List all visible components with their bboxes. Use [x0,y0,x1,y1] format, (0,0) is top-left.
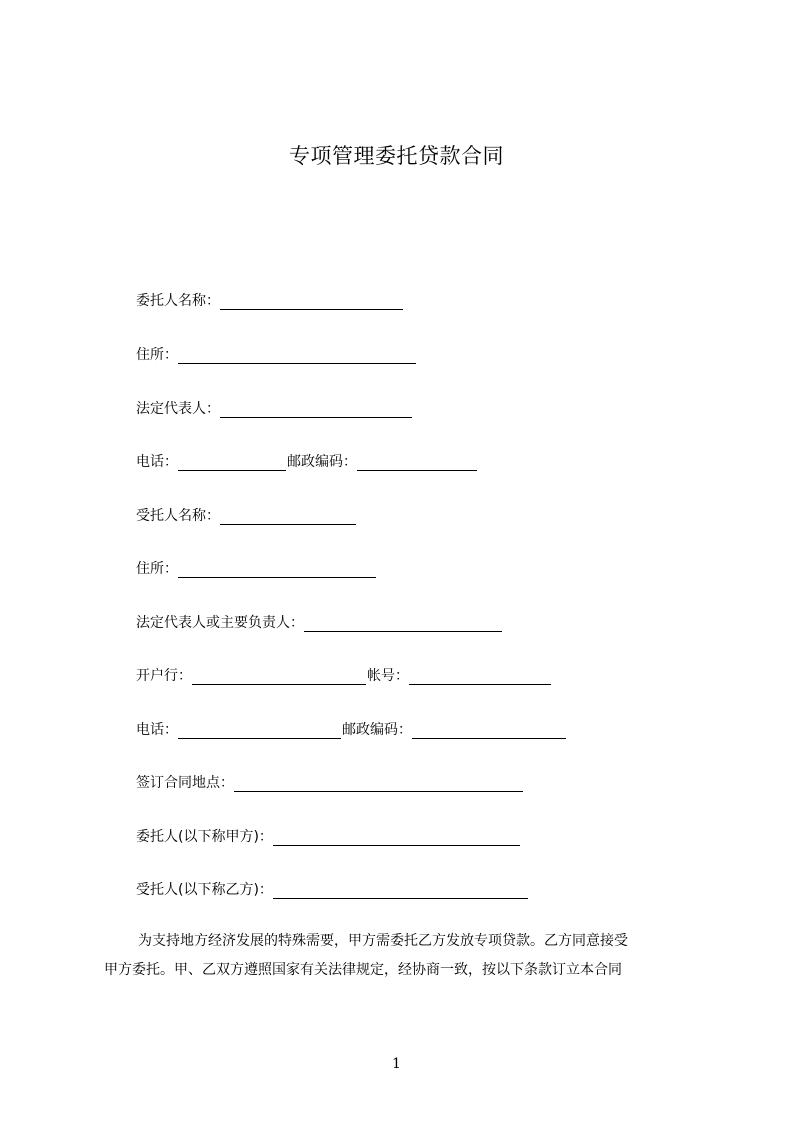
agent-account-blank[interactable] [409,667,551,685]
agent-phone-blank[interactable] [178,721,341,739]
agent-address-row [136,556,377,578]
agent-name-label: 受托人名称： [136,508,220,524]
client-name-row [136,288,404,310]
party-b-row [136,877,529,899]
sign-place-row [136,770,524,792]
party-a-row [136,824,521,846]
sign-place-blank[interactable] [234,774,523,792]
agent-bank-blank[interactable] [192,667,366,685]
preamble-paragraph [104,927,699,985]
agent-legal-rep-label: 法定代表人或主要负责人： [136,615,304,631]
party-a-blank[interactable] [273,828,520,846]
client-contact-row [136,449,478,471]
sign-place-label: 签订合同地点： [136,775,234,791]
agent-address-label: 住所： [136,561,178,577]
agent-name-row [136,503,357,525]
client-postcode-blank[interactable] [357,453,477,471]
document-title: 专项管理委托贷款合同 [289,144,504,168]
client-name-label: 委托人名称： [136,293,220,309]
client-postcode-label: 邮政编码： [287,454,357,470]
client-name-blank[interactable] [220,292,403,310]
client-legal-rep-blank[interactable] [220,400,412,418]
party-a-label: 委托人(以下称甲方)： [136,829,273,845]
client-address-label: 住所： [136,347,178,363]
agent-postcode-blank[interactable] [412,721,566,739]
client-phone-label: 电话： [136,454,178,470]
agent-name-blank[interactable] [220,507,356,525]
agent-legal-rep-row [136,610,503,632]
client-phone-blank[interactable] [178,453,286,471]
agent-address-blank[interactable] [178,560,376,578]
client-legal-rep-row [136,396,413,418]
party-b-label: 受托人(以下称乙方)： [136,882,273,898]
agent-contact-row [136,717,567,739]
agent-account-label: 帐号： [367,668,409,684]
preamble-line-1: 为支持地方经济发展的特殊需要，甲方需委托乙方发放专项贷款。乙方同意接受 [138,933,628,949]
client-address-row [136,342,417,364]
agent-postcode-label: 邮政编码： [342,722,412,738]
agent-bank-row [136,663,552,685]
agent-bank-label: 开户行： [136,668,192,684]
page-number: 1 [392,1056,401,1072]
agent-legal-rep-blank[interactable] [304,614,502,632]
agent-phone-label: 电话： [136,722,178,738]
party-b-blank[interactable] [273,881,528,899]
client-legal-rep-label: 法定代表人： [136,401,220,417]
client-address-blank[interactable] [178,346,416,364]
preamble-line-2: 甲方委托。甲、乙双方遵照国家有关法律规定，经协商一致，按以下条款订立本合同 [104,962,622,978]
